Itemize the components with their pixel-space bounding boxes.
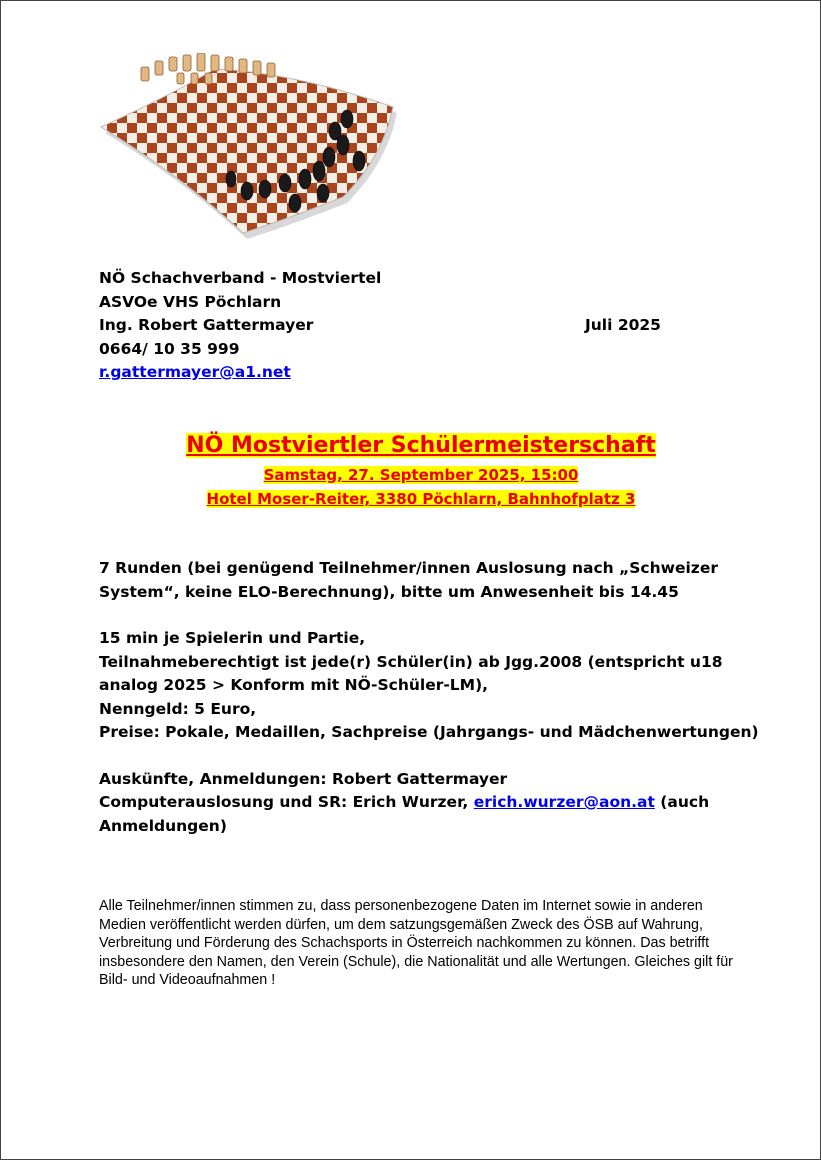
arbiter-text	[99, 791, 759, 838]
event-details	[99, 557, 759, 838]
sender-organization: NÖ Schachverband - Mostviertel	[99, 269, 382, 287]
entry-fee-text: Nenngeld: 5 Euro,	[99, 699, 257, 718]
sender-name: Ing. Robert Gattermayer	[99, 316, 314, 334]
time-control-text: 15 min je Spielerin und Partie,	[99, 629, 366, 647]
event-venue: Hotel Moser-Reiter, 3380 Pöchlarn, Bahnhofplatz 3	[206, 490, 636, 508]
info-text: Auskünfte, Anmeldungen: Robert Gattermayer	[99, 769, 508, 788]
sender-name-row	[99, 314, 661, 338]
consent-notice: Alle Teilnehmer/innen stimmen zu, dass personenbezogene Daten im Internet sowie in anderen Medien veröffentlicht werden dürfen, um dem satzungsgemäßen Zweck des ÖSB auf Wahrung, Verbreitung und Förderung des Schachsports in Österreich nachkommen zu können. Das betrifft insbesondere den Namen, den Verein (Schule), die Nationalität und alle Wertungen. Gleiches gilt für Bild- und Videoaufnahmen !	[99, 898, 733, 988]
event-title: NÖ Mostviertler Schülermeisterschaft	[186, 433, 656, 458]
board	[101, 69, 393, 233]
arbiter-prefix: Computerauslosung und SR: Erich Wurzer,	[99, 793, 469, 811]
chess-board-image	[97, 53, 409, 243]
event-heading	[1, 429, 821, 511]
event-datetime: Samstag, 27. September 2025, 15:00	[263, 466, 579, 484]
prizes-text: Preise: Pokale, Medaillen, Sachpreise (Jahrgangs- und Mädchenwertungen)	[99, 723, 759, 741]
sender-club: ASVOe VHS Pöchlarn	[99, 292, 282, 311]
sender-phone: 0664/ 10 35 999	[99, 339, 240, 358]
letter-date: Juli 2025	[585, 316, 661, 334]
arbiter-suffix: (auch Anmeldungen)	[99, 793, 710, 835]
eligibility-text: Teilnahmeberechtigt ist jede(r) Schüler(in) ab Jgg.2008 (entspricht u18 analog 2025 > Konform mit NÖ-Schüler-LM),	[99, 652, 723, 694]
sender-email-row	[99, 361, 381, 385]
sender-block	[99, 267, 661, 385]
rounds-text: 7 Runden (bei genügend Teilnehmer/innen Auslosung nach „Schweizer System“, keine ELO-Berechnung), bitte um Anwesenheit bis 14.45	[99, 559, 718, 601]
arbiter-email-link[interactable]: erich.wurzer@aon.at	[473, 793, 655, 811]
sender-email-link[interactable]: r.gattermayer@a1.net	[99, 363, 291, 381]
